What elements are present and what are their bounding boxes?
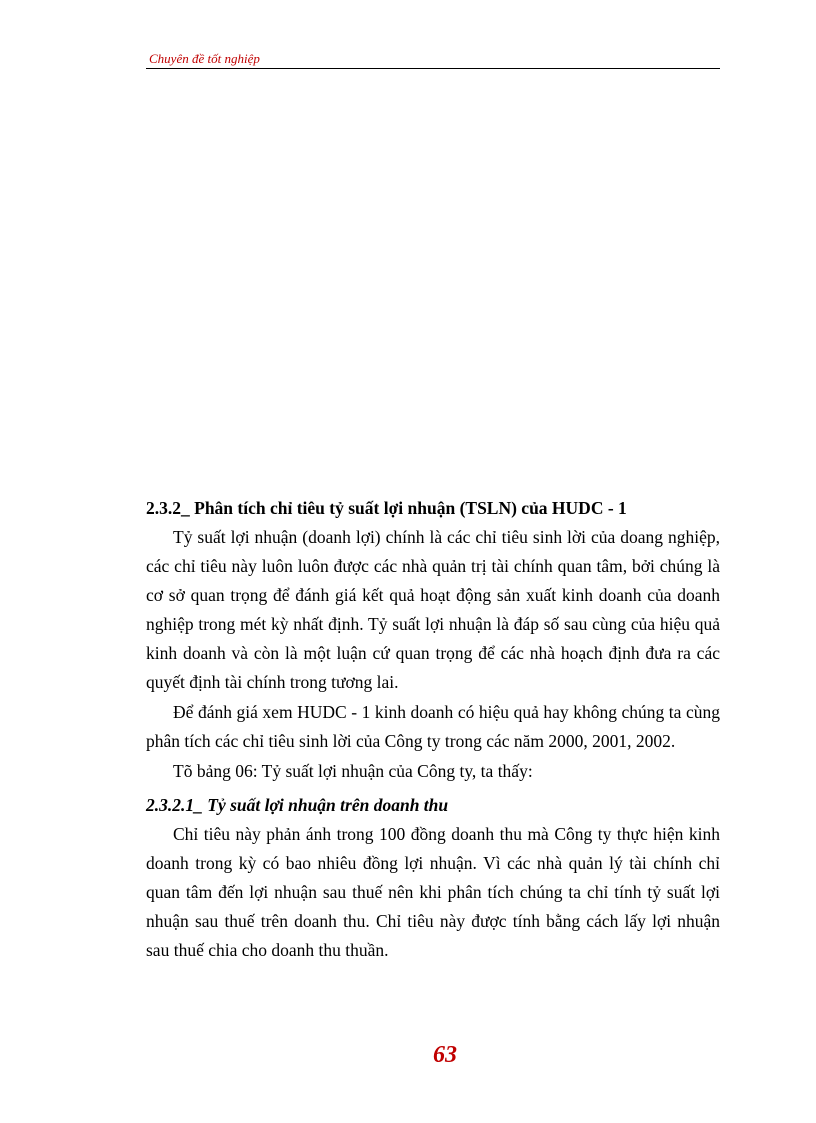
subsection-title: 2.3.2.1_ Tỷ suất lợi nhuận trên doanh thu [146,795,449,815]
paragraph-table-reference: Tõ bảng 06: Tỷ suất lợi nhuận của Công ty, ta thấy: [173,761,533,781]
document-body [146,494,720,965]
page-header [146,50,720,69]
paragraph-tsln-intro: Tỷ suất lợi nhuận (doanh lợi) chính là các chỉ tiêu sinh lời của doang nghiệp, các chỉ tiêu này luôn luôn được các nhà quản trị tài chính quan tâm, bởi chúng là cơ sở quan trọng để đánh giá kết quả hoạt động sản xuất kinh doanh của doanh nghiệp trong mét kỳ nhất định. Tỷ suất lợi nhuận là đáp số sau cùng của hiệu quả kinh doanh và còn là một luận cứ quan trọng để các nhà hoạch định đưa ra các quyết định tài chính trong tương lai. [146,527,720,692]
section-title: 2.3.2_ Phân tích chỉ tiêu tỷ suất lợi nhuận (TSLN) của HUDC - 1 [146,498,627,518]
paragraph-revenue-ratio: Chỉ tiêu này phản ánh trong 100 đồng doanh thu mà Công ty thực hiện kinh doanh trong kỳ có bao nhiêu đồng lợi nhuận. Vì các nhà quản lý tài chính chỉ quan tâm đến lợi nhuận sau thuế nên khi phân tích chúng ta chỉ tính tỷ suất lợi nhuận sau thuế trên doanh thu. Chỉ tiêu này được tính bằng cách lấy lợi nhuận sau thuế chia cho doanh thu thuần. [146,824,720,960]
header-title: Chuyên đề tốt nghiệp [149,51,260,66]
page-number: 63 [433,1042,457,1068]
paragraph-evaluation: Để đánh giá xem HUDC - 1 kinh doanh có hiệu quả hay không chúng ta cùng phân tích các chỉ tiêu sinh lời của Công ty trong các năm 2000, 2001, 2002. [146,702,720,751]
